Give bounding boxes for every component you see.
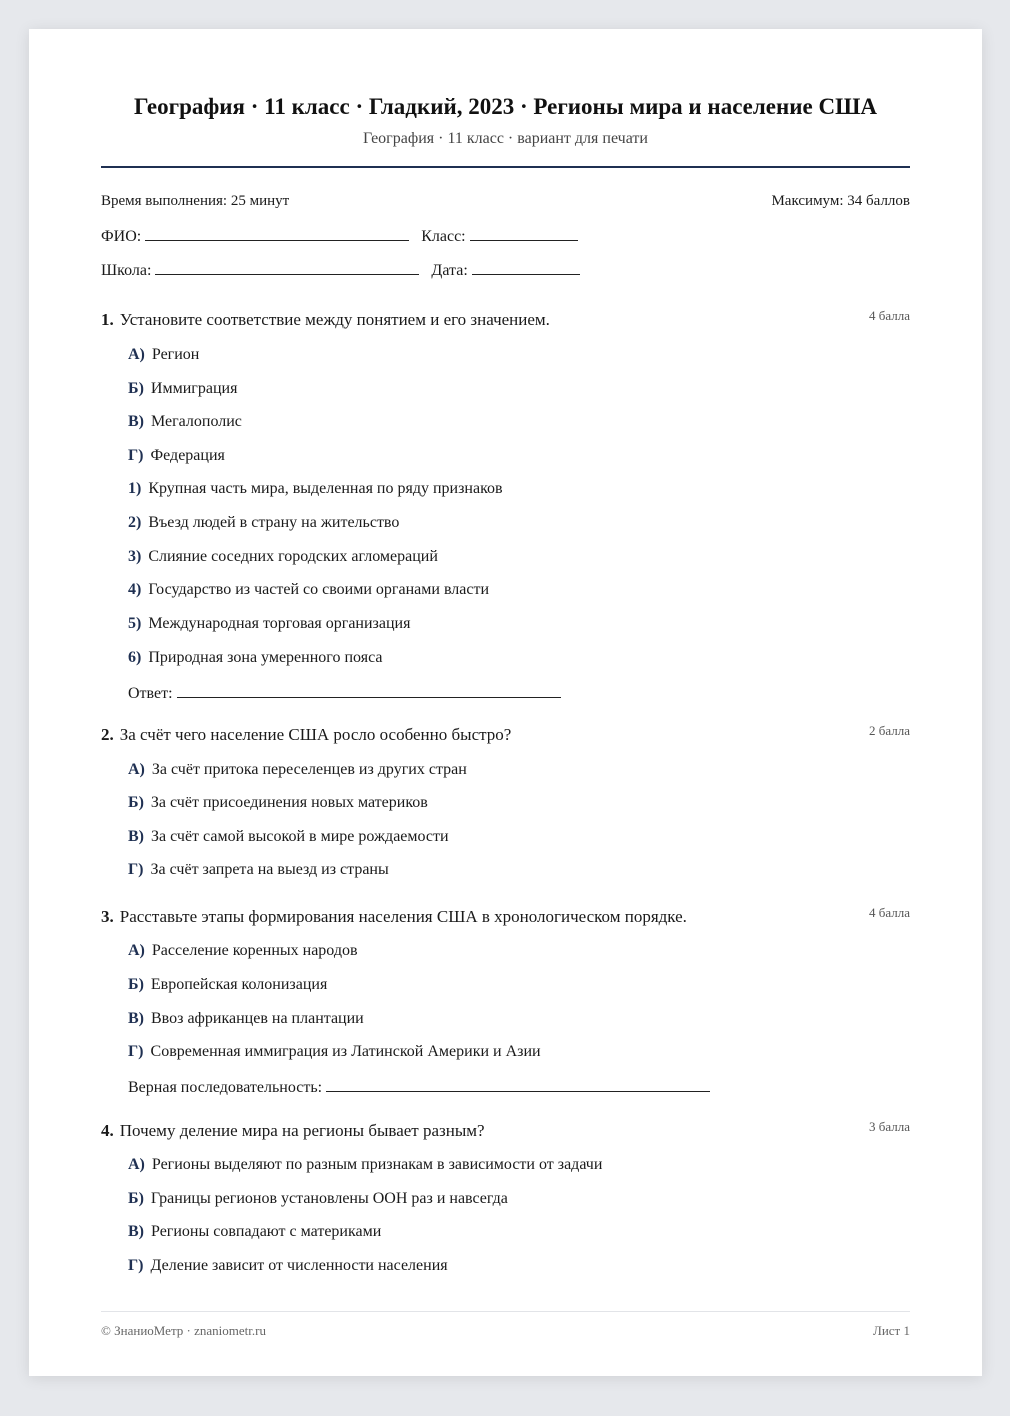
- date-label: Дата:: [431, 262, 468, 279]
- option-g: Г) Федерация: [128, 447, 225, 464]
- question-text: За счёт чего население США росло особенно быстро?: [119, 725, 512, 744]
- option-v: В) Мегалополис: [128, 413, 242, 430]
- option-v: В) Ввоз африканцев на плантации: [128, 1010, 364, 1027]
- option-b[interactable]: Б) Границы регионов установлены ООН раз и навсегда: [128, 1190, 508, 1207]
- sequence-label: Верная последовательность:: [128, 1079, 323, 1096]
- fio-field[interactable]: [145, 226, 409, 241]
- option-g[interactable]: Г) За счёт запрета на выезд из страны: [128, 861, 389, 878]
- class-field[interactable]: [470, 226, 578, 241]
- answer-field[interactable]: [177, 683, 561, 698]
- question-points: 3 балла: [869, 1119, 910, 1134]
- match-3: 3) Слияние соседних городских агломераций: [128, 548, 438, 565]
- option-b[interactable]: Б) За счёт присоединения новых материков: [128, 794, 428, 811]
- sequence-field[interactable]: [326, 1077, 710, 1092]
- option-b: Б) Иммиграция: [128, 380, 238, 397]
- option-a[interactable]: А) За счёт притока переселенцев из других стран: [128, 761, 467, 778]
- option-g[interactable]: Г) Деление зависит от численности населения: [128, 1257, 448, 1274]
- header-divider: [101, 166, 910, 168]
- max-score: Максимум: 34 баллов: [771, 193, 910, 209]
- match-1: 1) Крупная часть мира, выделенная по ряду признаков: [128, 480, 503, 497]
- match-4: 4) Государство из частей со своими органами власти: [128, 581, 490, 598]
- worksheet-page: [29, 29, 982, 1376]
- match-5: 5) Международная торговая организация: [128, 615, 411, 632]
- page-title: География · 11 класс · Гладкий, 2023 · Регионы мира и население США: [134, 94, 877, 119]
- question-3: [101, 905, 910, 1096]
- question-2: [101, 723, 910, 878]
- option-b: Б) Европейская колонизация: [128, 976, 328, 993]
- question-number: 4.: [101, 1121, 114, 1140]
- question-points: 4 балла: [869, 905, 910, 920]
- time-limit: Время выполнения: 25 минут: [101, 193, 290, 209]
- option-a: А) Регион: [128, 346, 200, 363]
- option-a[interactable]: А) Регионы выделяют по разным признакам в зависимости от задачи: [128, 1156, 603, 1173]
- fio-label: ФИО:: [101, 228, 142, 245]
- page-number: Лист 1: [873, 1323, 910, 1338]
- option-a: А) Расселение коренных народов: [128, 942, 358, 959]
- answer-row: [128, 683, 573, 703]
- question-text: Почему деление мира на регионы бывает разным?: [119, 1121, 485, 1140]
- question-1: [101, 308, 910, 702]
- page-subtitle: География · 11 класс · вариант для печати: [363, 130, 648, 147]
- question-4: [101, 1119, 910, 1274]
- question-text: Установите соответствие между понятием и его значением.: [119, 310, 550, 329]
- footer-copyright: © ЗнаниоМетр · znaniometr.ru: [101, 1323, 266, 1338]
- name-class-row: [101, 226, 590, 246]
- option-g: Г) Современная иммиграция из Латинской Америки и Азии: [128, 1043, 541, 1060]
- question-number: 3.: [101, 907, 114, 926]
- question-points: 4 балла: [869, 308, 910, 323]
- question-points: 2 балла: [869, 723, 910, 738]
- school-label: Школа:: [101, 262, 152, 279]
- class-label: Класс:: [421, 228, 466, 245]
- school-field[interactable]: [155, 260, 419, 275]
- question-text: Расставьте этапы формирования населения США в хронологическом порядке.: [119, 907, 687, 926]
- match-2: 2) Въезд людей в страну на жительство: [128, 514, 400, 531]
- sequence-answer-row: [128, 1077, 722, 1097]
- footer-divider: [101, 1311, 910, 1312]
- match-6: 6) Природная зона умеренного пояса: [128, 649, 383, 666]
- date-field[interactable]: [472, 260, 580, 275]
- question-number: 1.: [101, 310, 114, 329]
- school-date-row: [101, 260, 592, 280]
- option-v[interactable]: В) Регионы совпадают с материками: [128, 1223, 382, 1240]
- question-number: 2.: [101, 725, 114, 744]
- option-v[interactable]: В) За счёт самой высокой в мире рождаемости: [128, 828, 449, 845]
- answer-label: Ответ:: [128, 685, 173, 702]
